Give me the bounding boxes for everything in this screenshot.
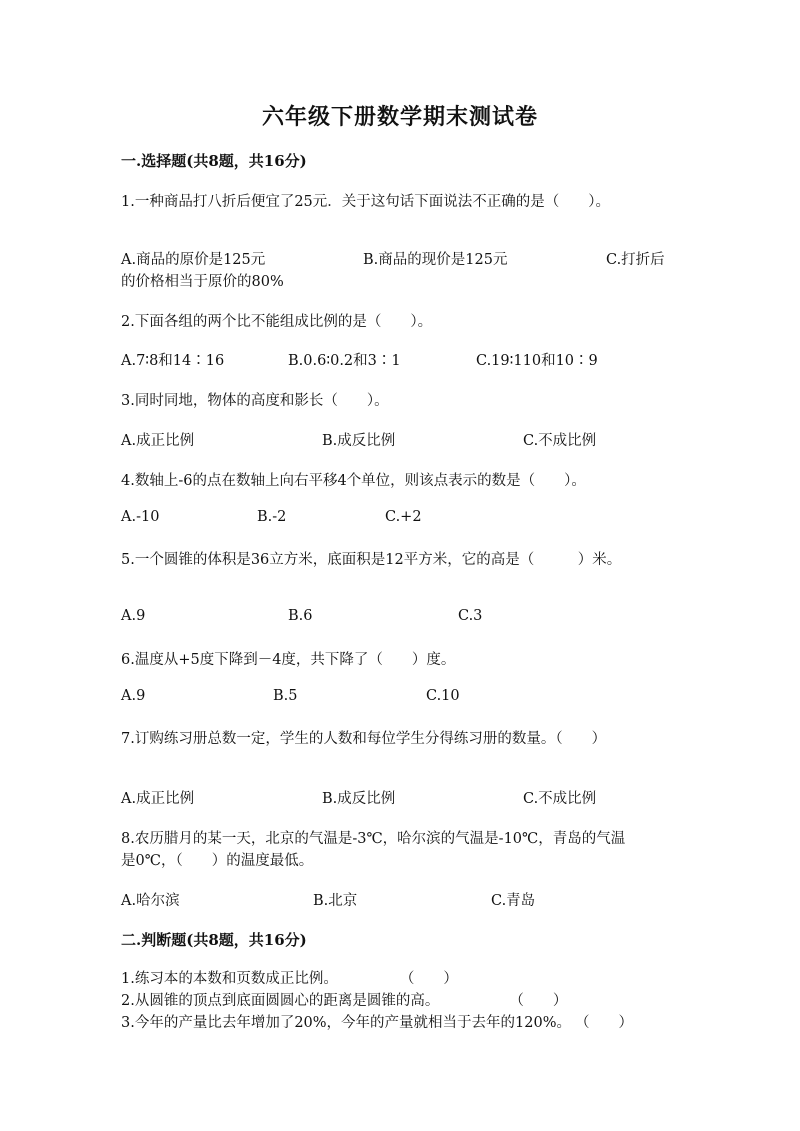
question-8-option-c[interactable]: C.青岛 bbox=[491, 893, 536, 909]
question-1-options bbox=[121, 248, 681, 270]
question-6-stem: 6.温度从+5度下降到－4度，共下降了（ ）度。 bbox=[121, 652, 456, 668]
question-3-option-a[interactable]: A.成正比例 bbox=[121, 433, 195, 449]
question-4-options bbox=[121, 509, 681, 531]
judgment-item-3 bbox=[121, 1011, 633, 1032]
question-7-options bbox=[121, 787, 681, 809]
question-8-option-b[interactable]: B.北京 bbox=[313, 893, 358, 909]
question-8-stem: 8.农历腊月的某一天，北京的气温是-3℃，哈尔滨的气温是-10℃，青岛的气温 bbox=[121, 831, 626, 847]
question-3-option-c[interactable]: C.不成比例 bbox=[523, 433, 597, 449]
section-2-heading: 二.判断题(共8题，共16分) bbox=[121, 931, 307, 949]
question-8-options bbox=[121, 889, 681, 911]
question-2-option-b[interactable]: B.0.6∶0.2和3∶1 bbox=[288, 353, 401, 369]
question-6-option-b[interactable]: B.5 bbox=[273, 688, 298, 704]
question-7-stem: 7.订购练习册总数一定，学生的人数和每位学生分得练习册的数量。（ ） bbox=[121, 731, 607, 747]
question-4-option-b[interactable]: B.-2 bbox=[257, 509, 287, 525]
judgment-item-3-text: 3.今年的产量比去年增加了20%，今年的产量就相当于去年的120%。 bbox=[121, 1015, 572, 1031]
question-6-option-a[interactable]: A.9 bbox=[121, 688, 146, 704]
question-1-option-c-continuation: 的价格相当于原价的80% bbox=[121, 274, 284, 290]
question-5-stem: 5.一个圆锥的体积是36立方米，底面积是12平方米，它的高是（ ）米。 bbox=[121, 552, 622, 568]
question-7-option-a[interactable]: A.成正比例 bbox=[121, 791, 195, 807]
question-4-stem: 4.数轴上-6的点在数轴上向右平移4个单位，则该点表示的数是（ ）。 bbox=[121, 473, 586, 489]
question-2-option-c[interactable]: C.19∶110和10∶9 bbox=[476, 353, 598, 369]
question-1-option-a[interactable]: A.商品的原价是125元 bbox=[121, 252, 266, 268]
question-8-option-a[interactable]: A.哈尔滨 bbox=[121, 893, 180, 909]
question-8-stem-line-2: 是0℃，（ ）的温度最低。 bbox=[121, 853, 314, 869]
question-2-option-a[interactable]: A.7∶8和14∶16 bbox=[121, 353, 225, 369]
question-5-option-b[interactable]: B.6 bbox=[288, 608, 313, 624]
question-1-option-c[interactable]: C.打折后 bbox=[606, 252, 665, 268]
question-3-options bbox=[121, 429, 681, 451]
question-1-stem: 1.一种商品打八折后便宜了25元．关于这句话下面说法不正确的是（ ）。 bbox=[121, 194, 611, 210]
judgment-item-3-blank[interactable]: （ ） bbox=[575, 1015, 634, 1031]
question-3-stem: 3.同时同地，物体的高度和影长（ ）。 bbox=[121, 393, 389, 409]
judgment-item-1-text: 1.练习本的本数和页数成正比例。 bbox=[121, 971, 338, 987]
question-1-option-b[interactable]: B.商品的现价是125元 bbox=[363, 252, 508, 268]
judgment-item-2-text: 2.从圆锥的顶点到底面圆圆心的距离是圆锥的高。 bbox=[121, 993, 440, 1009]
judgment-item-2-blank[interactable]: （ ） bbox=[509, 993, 568, 1009]
page-title: 六年级下册数学期末测试卷 bbox=[261, 104, 538, 130]
question-6-option-c[interactable]: C.10 bbox=[426, 688, 460, 704]
question-5-option-a[interactable]: A.9 bbox=[121, 608, 146, 624]
question-4-option-a[interactable]: A.-10 bbox=[121, 509, 160, 525]
judgment-item-2 bbox=[121, 989, 567, 1010]
question-2-options bbox=[121, 349, 681, 371]
question-5-option-c[interactable]: C.3 bbox=[458, 608, 483, 624]
section-1-heading: 一.选择题(共8题，共16分) bbox=[121, 152, 307, 170]
question-6-options bbox=[121, 688, 681, 710]
question-7-option-c[interactable]: C.不成比例 bbox=[523, 791, 597, 807]
question-3-option-b[interactable]: B.成反比例 bbox=[322, 433, 396, 449]
question-7-option-b[interactable]: B.成反比例 bbox=[322, 791, 396, 807]
question-5-options bbox=[121, 608, 681, 630]
judgment-item-1 bbox=[121, 967, 458, 988]
question-4-option-c[interactable]: C.+2 bbox=[385, 509, 422, 525]
question-2-stem: 2.下面各组的两个比不能组成比例的是（ ）。 bbox=[121, 314, 433, 330]
judgment-item-1-blank[interactable]: （ ） bbox=[399, 971, 458, 987]
